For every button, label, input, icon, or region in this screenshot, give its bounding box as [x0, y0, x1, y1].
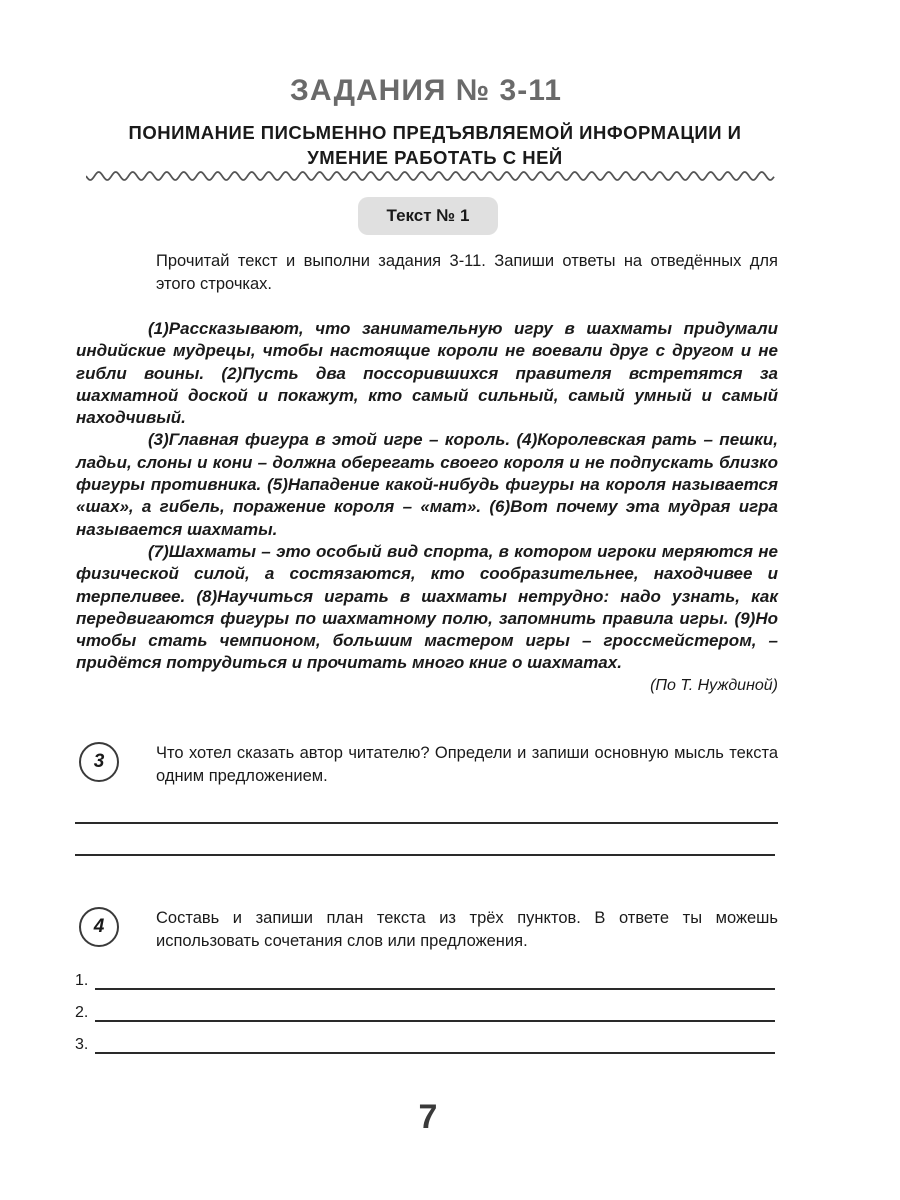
subtitle-line-1: ПОНИМАНИЕ ПИСЬМЕННО ПРЕДЪЯВЛЯЕМОЙ ИНФОРМАЦИИ И [128, 122, 742, 143]
wavy-divider [86, 166, 776, 186]
reading-passage [76, 318, 778, 697]
task-question: Составь и запиши план текста из трёх пунктов. В ответе ты можешь использовать сочетания слов или предложения. [156, 909, 778, 950]
subtitle-line-2: УМЕНИЕ РАБОТАТЬ С НЕЙ [307, 147, 563, 168]
section-subtitle [60, 120, 810, 170]
task-question: Что хотел сказать автор читателю? Определи и запиши основную мысль текста одним предложением. [156, 744, 778, 785]
instruction-text: Прочитай текст и выполни задания 3-11. Запиши ответы на отведённых для этого строчках. [156, 252, 778, 293]
passage-paragraph: (3)Главная фигура в этой игре – король. (4)Королевская рать – пешки, ладьи, слоны и кони – должна оберегать своего короля и не подпускать близко фигуры противника. (5)Нападение какой-нибудь фигуры на короля называется «шах», а гибель, поражение короля – «мат». (6)Вот почему эта мудрая игра называется шахматы. [76, 430, 778, 539]
passage-paragraph: (1)Рассказывают, что занимательную игру в шахматы придумали индийские мудрецы, чтобы настоящие короли не воевали друг с другом и не гибли воины. (2)Пусть два поссорившихся правителя встретятся за шахматной доской и покажут, кто самый сильный, самый умный и самый находчивый. [76, 319, 778, 428]
text-label-badge: Текст № 1 [358, 197, 498, 235]
plan-item-number: 3. [75, 1036, 89, 1053]
section-title: ЗАДАНИЯ № 3-11 [290, 74, 562, 107]
task-number-badge: 3 [79, 742, 119, 782]
plan-answer-line[interactable] [95, 1020, 775, 1022]
plan-item-number: 2. [75, 1004, 89, 1021]
page-number: 7 [418, 1098, 438, 1136]
task-number-badge: 4 [79, 907, 119, 947]
plan-answer-line[interactable] [95, 1052, 775, 1054]
plan-item-number: 1. [75, 972, 89, 989]
answer-line[interactable] [75, 822, 778, 824]
answer-line[interactable] [75, 854, 775, 856]
passage-author: (По Т. Нуждиной) [650, 676, 778, 694]
plan-answer-line[interactable] [95, 988, 775, 990]
passage-paragraph: (7)Шахматы – это особый вид спорта, в котором игроки меряются не физической силой, а состязаются, кто сообразительнее, находчивее и терпеливее. (8)Научиться играть в шахматы нетрудно: надо узнать, как передвигаются фигуры по шахматному полю, запомнить правила игры. (9)Но чтобы стать чемпионом, большим мастером игры – гроссмейстером, – придётся потрудиться и прочитать много книг о шахматах. [76, 541, 778, 673]
